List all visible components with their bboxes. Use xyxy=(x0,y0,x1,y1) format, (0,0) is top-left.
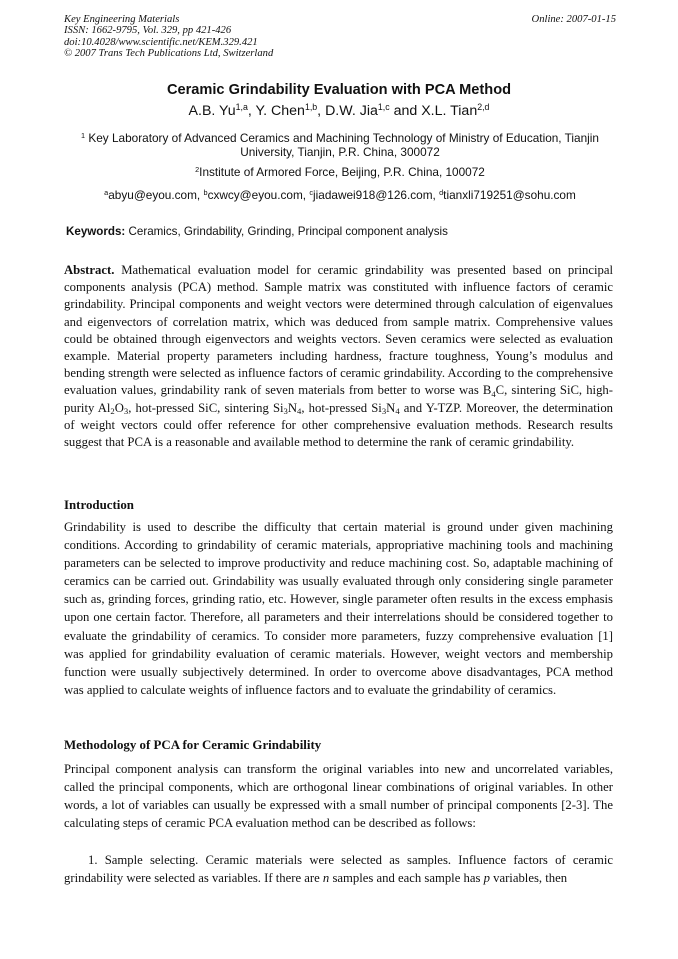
email-link[interactable]: jiadawei918@126.com, xyxy=(313,188,436,202)
abstract-label: Abstract. xyxy=(64,263,115,277)
copyright-line: © 2007 Trans Tech Publications Ltd, Switzerland xyxy=(64,48,274,60)
email-link[interactable]: tianxli719251@sohu.com xyxy=(443,188,576,202)
author-list: A.B. Yu$^{1,a}$, Y. Chen$^{1,b}$, D.W. Jia$^{1,c}$ and X.L. Tian$^{2,d}$ xyxy=(188,102,490,119)
subscript: 2 xyxy=(110,406,115,417)
affiliation-1 xyxy=(64,131,616,160)
step-text: variables, then xyxy=(489,871,568,886)
email-list xyxy=(64,188,616,202)
abstract-text: Mathematical evaluation model for ceramic grindability was presented based on principal components analysis (PCA) method. Sample matrix was constituted with influence factors of ceramic grindability. Principal components and weight vectors were determined through calculation of eigenvalues and eigenvectors of correlation matrix, which was deduced from sample matrix. Comprehensive values could be obtained through eigenvectors and weights vectors. Seven ceramics were selected as evaluation example. Material property parameters including hardness, fracture toughness, Young’s modulus and bending strength were selected as influence factors of ceramic grindability. According to the comprehensive evaluation values, grindability rank of seven materials from better to worse was B xyxy=(64,263,614,398)
email-marker: a xyxy=(104,187,109,197)
variable-p: p xyxy=(483,871,490,886)
section-heading-methodology: Methodology of PCA for Ceramic Grindability xyxy=(64,738,322,752)
email-marker: b xyxy=(203,187,208,197)
abstract-text: , hot-pressed SiC, sintering Si xyxy=(128,400,284,415)
keywords xyxy=(66,225,618,239)
abstract-text: O xyxy=(114,400,124,415)
abstract-text: N xyxy=(287,400,298,415)
paper-title: Ceramic Grindability Evaluation with PCA Method xyxy=(166,82,512,98)
email-marker: d xyxy=(439,187,444,197)
step-text: samples and each sample has xyxy=(329,871,484,886)
step-text: 1. Sample selecting. Ceramic materials were selected as samples. Influence factors of ceramic grindability were selected as variables. If there are xyxy=(64,853,613,886)
abstract-text: C, sintering SiC, high-purity Al xyxy=(64,383,613,415)
affil-marker: 2 xyxy=(195,164,200,174)
subscript: 4 xyxy=(395,406,400,417)
affil-marker: 1 xyxy=(81,130,86,140)
journal-header xyxy=(64,14,616,60)
doi-line: doi:10.4028/www.scientific.net/KEM.329.421 xyxy=(64,36,258,48)
author-name: Y. Chen xyxy=(255,103,305,119)
author-affil-marker: 1,a xyxy=(235,102,248,113)
author-affil-marker: 1,b xyxy=(304,102,318,113)
email-marker: c xyxy=(309,187,314,197)
author-name: A.B. Yu xyxy=(188,103,236,119)
abstract-text: and Y-TZP. Moreover, the determination of weight vectors could offer reference for other comprehensive evaluation methods. Research results suggest that PCA is a reasonable and available method to determine the rank of ceramic grindability. xyxy=(64,400,614,450)
abstract-text: , hot-pressed Si xyxy=(301,400,382,415)
author-affil-marker: 1,c xyxy=(377,102,390,113)
author-name: D.W. Jia xyxy=(325,103,378,119)
author-name: X.L. Tian xyxy=(421,103,478,119)
variable-n: n xyxy=(322,871,330,886)
subscript: 4 xyxy=(297,406,302,417)
author-affil-marker: 2,d xyxy=(477,102,490,113)
abstract xyxy=(64,262,613,451)
issn-line: ISSN: 1662-9795, Vol. 329, pp 421-426 xyxy=(64,25,232,37)
email-link[interactable]: cxwcy@eyou.com, xyxy=(207,188,307,202)
abstract-text: N xyxy=(386,400,396,415)
methodology-step-1 xyxy=(64,851,613,887)
online-date: Online: 2007-01-15 xyxy=(531,14,616,25)
subscript: 4 xyxy=(491,389,496,399)
journal-name: Key Engineering Materials xyxy=(64,14,180,25)
affil-text: Institute of Armored Force, Beijing, P.R. China, 100072 xyxy=(199,165,485,179)
keywords-label: Keywords: xyxy=(66,225,126,238)
affil-text: Key Laboratory of Advanced Ceramics and Machining Technology of Ministry of Education, Tianjin University, Tianjin, P.R. China, 300072 xyxy=(88,131,599,160)
methodology-paragraph: Principal component analysis can transform the original variables into new and uncorrelated variables, called the principal components, which are orthogonal linear combinations of original variables. In other words, a lot of variables can usually be expressed with a small number of principal components [2-3]. The calculating steps of ceramic PCA evaluation method can be described as follows: xyxy=(64,762,613,831)
section-heading-introduction: Introduction xyxy=(64,498,134,512)
affiliation-2 xyxy=(64,165,616,179)
email-link[interactable]: abyu@eyou.com, xyxy=(108,188,201,202)
author-conjunction: and xyxy=(393,103,418,119)
subscript: 3 xyxy=(283,406,288,417)
subscript: 3 xyxy=(381,406,387,417)
keywords-text: Ceramics, Grindability, Grinding, Principal component analysis xyxy=(128,225,448,238)
subscript: 3 xyxy=(123,406,129,417)
introduction-paragraph: Grindability is used to describe the difficulty that certain material is ground under given machining conditions. According to grindability of ceramic materials, appropriative machining tools and machining parameters can be selected to improve productivity and reduce machining cost. So, adaptable machining of ceramics can be carried out. Grindability was usually evaluated through only considering single parameter such as, grinding forces, grinding ratio, etc. However, single parameter often results in the excess emphasis upon one certain factor. Therefore, all parameters and their interrelations should be considered together to evaluate the grindability of ceramics. To consider more parameters, fuzzy comprehensive evaluation [1] was applied for grindability evaluation of ceramic materials. However, weight vectors and membership function were usually subjectively determined. In order to overcome above disadvantages, PCA method was applied to calculate weights of influence factors and to evaluate the grindability of ceramics. xyxy=(64,520,613,697)
